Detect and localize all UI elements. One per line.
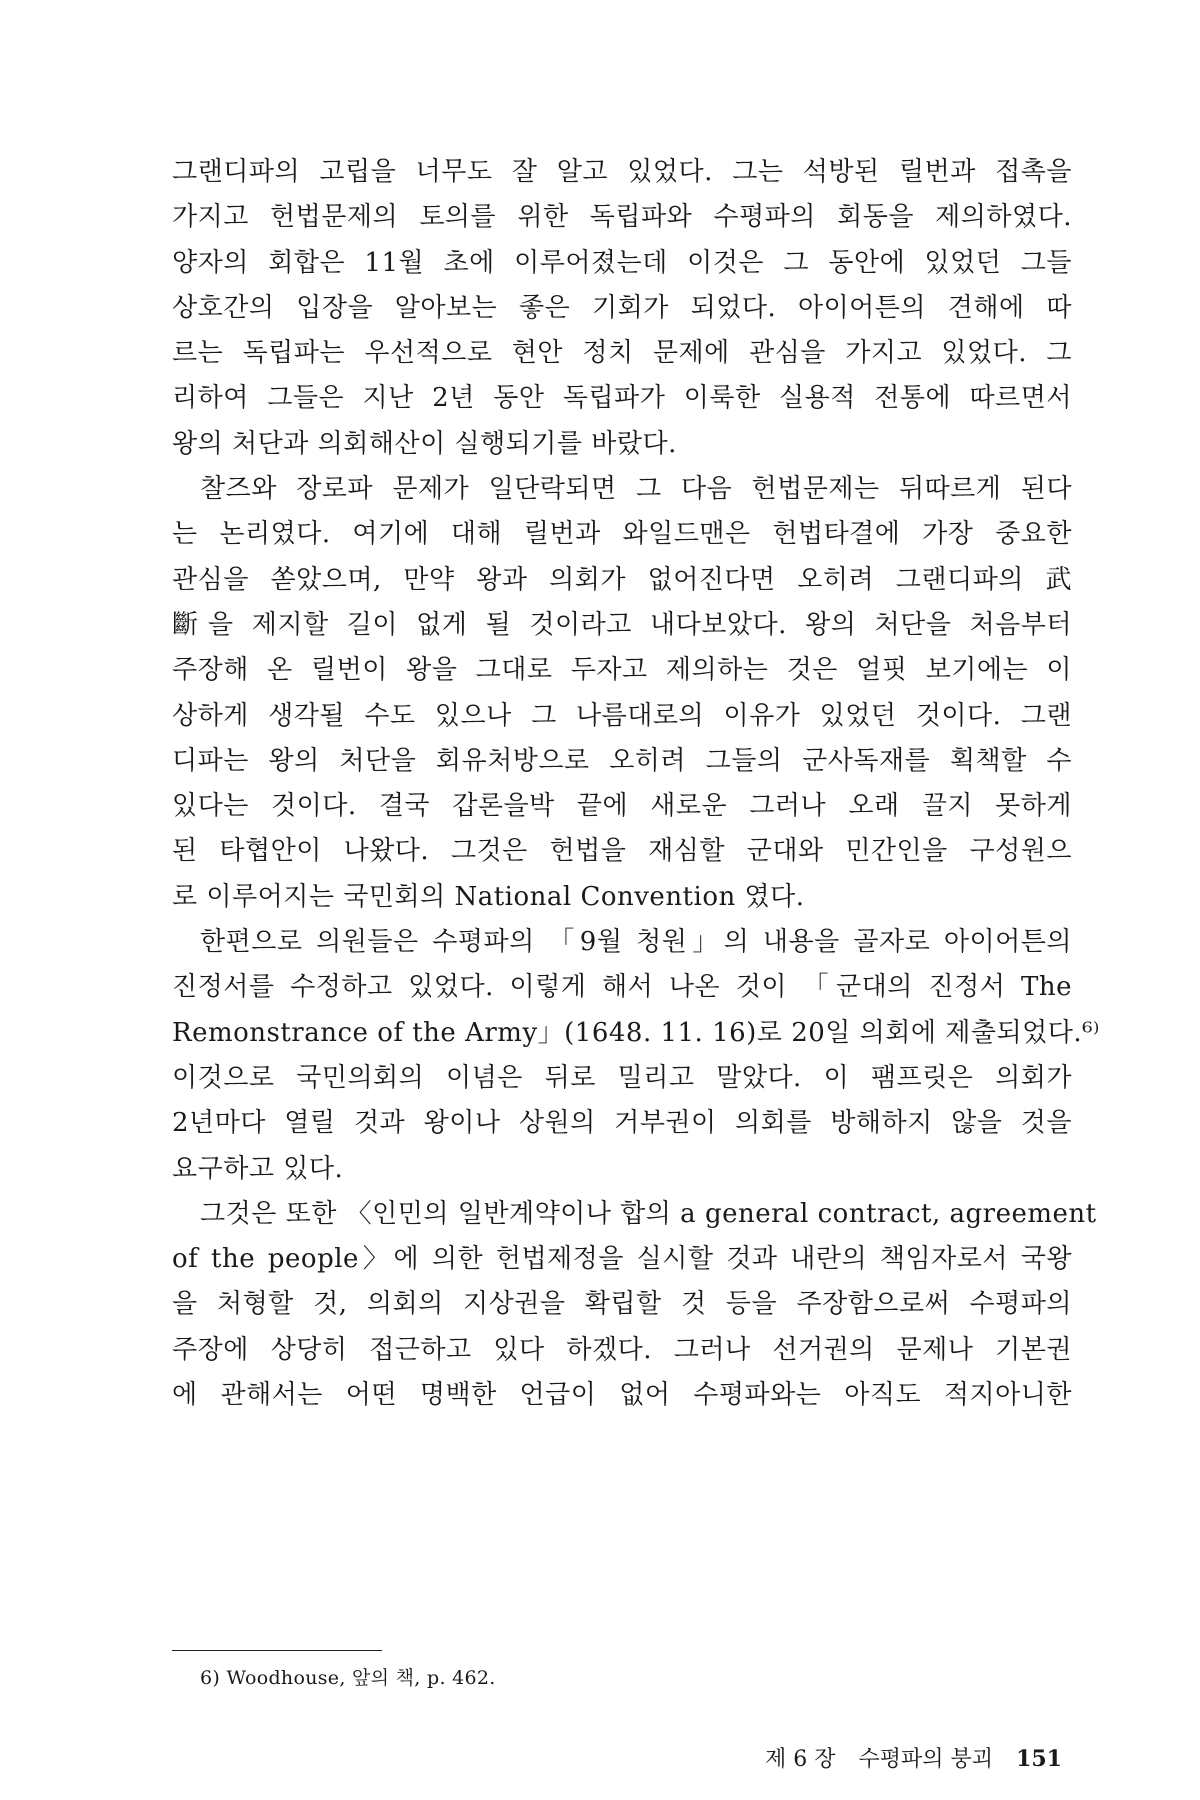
text-line: 요구하고 있다. (172, 1153, 344, 1184)
text-line: 르는 독립파는 우선적으로 현안 정치 문제에 관심을 가지고 있었다. 그 (172, 338, 1072, 369)
text-line: 을 처형할 것, 의회의 지상권을 확립할 것 등을 주장함으로써 수평파의 (172, 1289, 1072, 1320)
text-line: 가지고 헌법문제의 토의를 위한 독립파와 수평파의 회동을 제의하였다. (172, 202, 1072, 233)
text-line: 주장해 온 릴번이 왕을 그대로 두자고 제의하는 것은 얼핏 보기에는 이 (172, 655, 1072, 686)
text-line: 그랜디파의 고립을 너무도 잘 알고 있었다. 그는 석방된 릴번과 접촉을 (172, 157, 1072, 187)
text-line: 왕의 처단과 의회해산이 실행되기를 바랐다. (172, 428, 677, 459)
text-line: 2년마다 열릴 것과 왕이나 상원의 거부권이 의회를 방해하지 않을 것을 (172, 1108, 1072, 1139)
text-line: 상호간의 입장을 알아보는 좋은 기회가 되었다. 아이어튼의 견해에 따 (172, 292, 1072, 323)
text-line: 주장에 상당히 접근하고 있다 하겠다. 그러나 선거권의 문제나 기본권 (172, 1334, 1072, 1365)
text-line: 는 논리였다. 여기에 대해 릴번과 와일드맨은 헌법타결에 가장 중요한 (172, 519, 1072, 550)
text-line: 斷을 제지할 길이 없게 될 것이라고 내다보았다. 왕의 처단을 처음부터 (172, 609, 1072, 640)
paragraph (172, 1192, 1097, 1418)
text-line: 에 관해서는 어떤 명백한 언급이 없어 수평파와는 아직도 적지아니한 (172, 1380, 1072, 1411)
text-line: 그것은 또한 〈인민의 일반계약이나 합의 a general contract, agreement (200, 1198, 1097, 1229)
page-number: 151 (1016, 1746, 1062, 1772)
footnote: 6) Woodhouse, 앞의 책, p. 462. (200, 1667, 496, 1689)
text-line: 이것으로 국민의회의 이념은 뒤로 밀리고 말았다. 이 팸프릿은 의회가 (172, 1062, 1072, 1093)
running-footer (0, 1744, 1062, 1775)
paragraph (172, 150, 1072, 467)
text-line: 진정서를 수정하고 있었다. 이렇게 해서 나온 것이 「군대의 진정서 The (172, 972, 1072, 1003)
text-line: 양자의 회합은 11월 초에 이루어졌는데 이것은 그 동안에 있었던 그들 (172, 247, 1072, 278)
footnote-divider (172, 1650, 382, 1651)
text-line: 관심을 쏟았으며, 만약 왕과 의회가 없어진다면 오히려 그랜디파의 武 (172, 564, 1072, 595)
footer-chapter: 제 6 장 (765, 1747, 836, 1772)
text-line: 상하게 생각될 수도 있으나 그 나름대로의 이유가 있었던 것이다. 그랜 (172, 700, 1072, 731)
text-line: 한편으로 의원들은 수평파의 「9월 청원」의 내용을 골자로 아이어튼의 (200, 927, 1072, 958)
text-line: Remonstrance of the Army」(1648. 11. 16)로 20일 의회에 제출되었다.⁶⁾ (172, 1017, 1100, 1048)
text-line: 있다는 것이다. 결국 갑론을박 끝에 새로운 그러나 오래 끌지 못하게 (172, 791, 1072, 822)
text-line: 리하여 그들은 지난 2년 동안 독립파가 이룩한 실용적 전통에 따르면서 (172, 383, 1072, 414)
text-line: 찰즈와 장로파 문제가 일단락되면 그 다음 헌법문제는 뒤따르게 된다 (200, 474, 1072, 505)
text-line: 디파는 왕의 처단을 회유처방으로 오히려 그들의 군사독재를 획책할 수 (172, 745, 1072, 776)
footer-chapter-title: 수평파의 붕괴 (858, 1747, 994, 1772)
text-line: 로 이루어지는 국민회의 National Convention 였다. (172, 881, 805, 912)
text-line: 된 타협안이 나왔다. 그것은 헌법을 재심할 군대와 민간인을 구성원으 (172, 836, 1072, 867)
paragraph (172, 920, 1100, 1192)
text-line: of the people〉에 의한 헌법제정을 실시할 것과 내란의 책임자로서 국왕 (172, 1244, 1072, 1275)
paragraph (172, 467, 1072, 920)
body-text (172, 150, 1100, 1418)
